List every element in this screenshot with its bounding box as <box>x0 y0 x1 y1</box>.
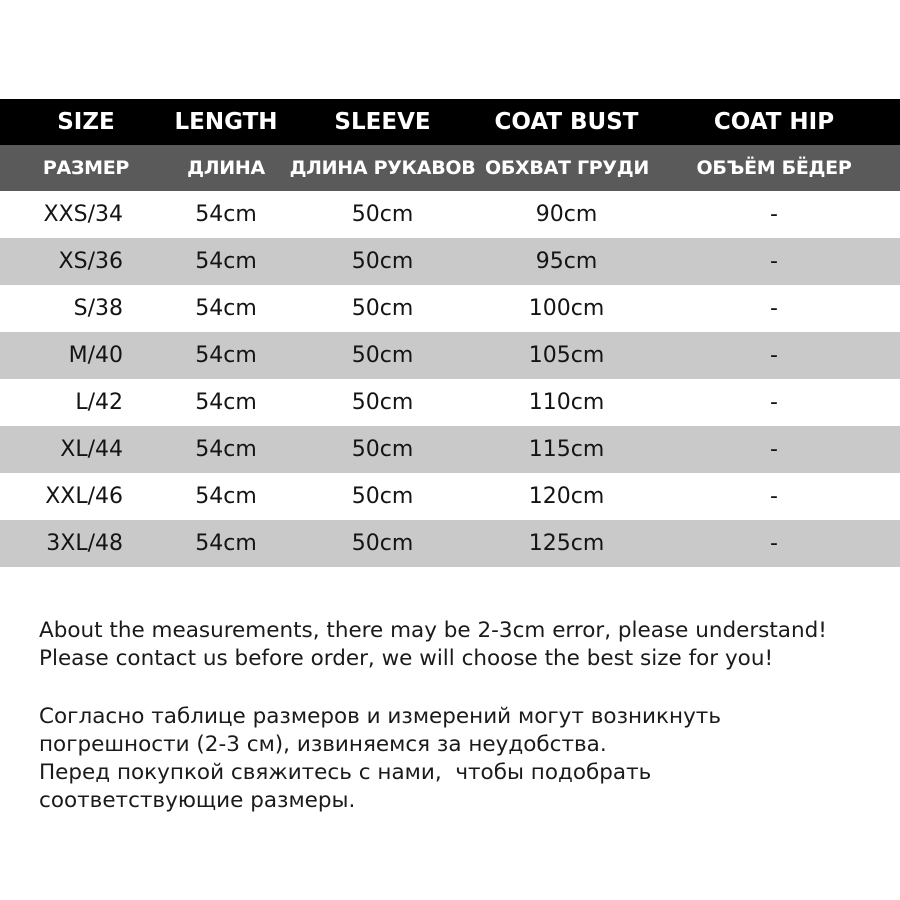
cell-hip: - <box>770 202 778 227</box>
cell-size: M/40 <box>68 343 123 368</box>
table-row <box>0 285 900 332</box>
cell-hip: - <box>770 343 778 368</box>
cell-length: 54cm <box>195 343 257 368</box>
cell-size: XXS/34 <box>43 202 123 227</box>
header-sleeve: SLEEVE <box>334 109 431 135</box>
cell-sleeve: 50cm <box>351 343 414 368</box>
table-row <box>0 332 900 379</box>
cell-sleeve: 50cm <box>351 437 414 462</box>
table-row <box>0 426 900 473</box>
cell-bust: 90cm <box>535 202 598 227</box>
cell-length: 54cm <box>195 296 257 321</box>
cell-hip: - <box>770 531 778 556</box>
cell-hip: - <box>770 296 778 321</box>
header-size: SIZE <box>57 109 115 135</box>
note-en-line: Please contact us before order, we will choose the best size for you! <box>39 646 774 671</box>
table-row <box>0 379 900 426</box>
header-ru-bust: ОБХВАТ ГРУДИ <box>485 157 649 179</box>
cell-sleeve: 50cm <box>351 296 414 321</box>
note-ru-line: погрешности (2-3 см), извиняемся за неудобства. <box>39 732 607 757</box>
cell-sleeve: 50cm <box>351 390 414 415</box>
cell-size: S/38 <box>73 296 123 321</box>
table-row <box>0 520 900 567</box>
cell-sleeve: 50cm <box>351 202 414 227</box>
header-ru-hip: ОБЪЁМ БЁДЕР <box>696 157 852 179</box>
cell-hip: - <box>770 484 778 509</box>
cell-bust: 100cm <box>528 296 605 321</box>
cell-size: XXL/46 <box>45 484 123 509</box>
cell-size: XS/36 <box>58 249 123 274</box>
table-header-english <box>0 99 900 145</box>
cell-bust: 120cm <box>528 484 605 509</box>
table-row <box>0 473 900 520</box>
cell-length: 54cm <box>195 249 257 274</box>
cell-bust: 125cm <box>528 531 605 556</box>
cell-size: XL/44 <box>60 437 123 462</box>
cell-bust: 115cm <box>528 437 605 462</box>
cell-length: 54cm <box>195 531 257 556</box>
cell-sleeve: 50cm <box>351 249 414 274</box>
note-en-line: About the measurements, there may be 2-3cm error, please understand! <box>39 618 827 643</box>
cell-hip: - <box>770 390 778 415</box>
cell-size: 3XL/48 <box>46 531 123 556</box>
cell-length: 54cm <box>195 437 257 462</box>
cell-bust: 95cm <box>535 249 598 274</box>
cell-size: L/42 <box>75 390 123 415</box>
header-coat-bust: COAT BUST <box>494 109 639 135</box>
cell-length: 54cm <box>195 484 257 509</box>
table-header-russian <box>0 145 900 191</box>
cell-hip: - <box>770 437 778 462</box>
header-coat-hip: COAT HIP <box>713 109 835 135</box>
cell-hip: - <box>770 249 778 274</box>
measurement-notes <box>39 617 889 815</box>
cell-sleeve: 50cm <box>351 531 414 556</box>
cell-length: 54cm <box>195 202 257 227</box>
cell-bust: 110cm <box>528 390 605 415</box>
cell-sleeve: 50cm <box>351 484 414 509</box>
header-length: LENGTH <box>174 109 278 135</box>
note-ru-line: Согласно таблице размеров и измерений могут возникнуть <box>39 704 721 729</box>
header-ru-size: РАЗМЕР <box>42 157 130 179</box>
note-ru-line: Перед покупкой свяжитесь с нами, чтобы подобрать <box>39 760 652 785</box>
note-ru-line: соответствующие размеры. <box>39 788 356 813</box>
header-ru-length: ДЛИНА <box>187 157 265 179</box>
header-ru-sleeve: ДЛИНА РУКАВОВ <box>289 157 476 179</box>
table-row <box>0 238 900 285</box>
table-row <box>0 191 900 238</box>
cell-bust: 105cm <box>528 343 605 368</box>
cell-length: 54cm <box>195 390 257 415</box>
size-chart-table <box>0 99 900 567</box>
notes-spacer <box>39 673 889 703</box>
